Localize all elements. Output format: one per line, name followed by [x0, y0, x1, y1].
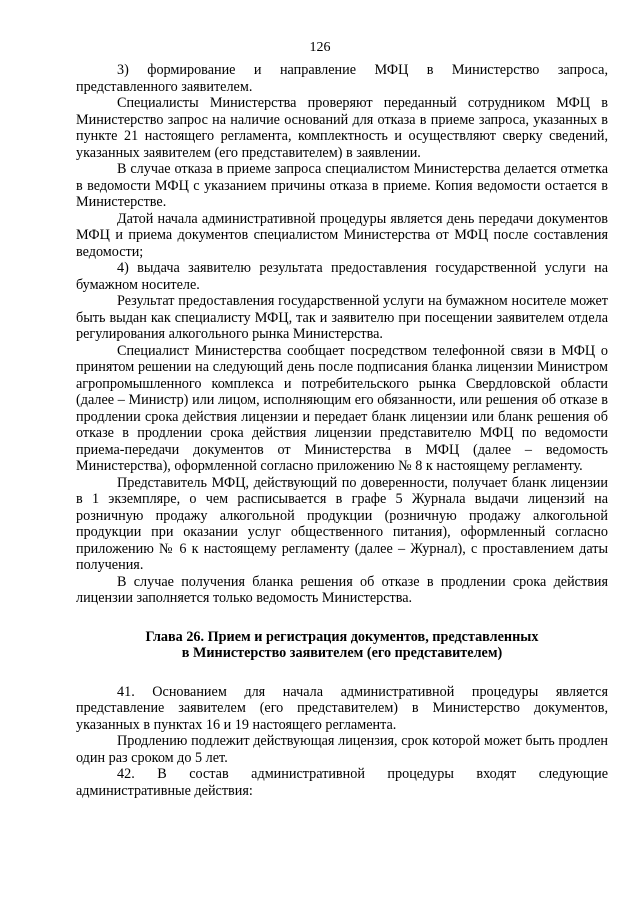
paragraph: 3) формирование и направление МФЦ в Министерство запроса, представленного заявителем.	[76, 62, 608, 95]
paragraph: Представитель МФЦ, действующий по доверенности, получает бланк лицензии в 1 экземпляре, о чем расписывается в графе 5 Журнала выдачи лицензий на розничную продажу алкогольной продукции (розничную продажу алкогольной продукции при оказании услуг общественного питания), оформленный согласно приложению № 6 к настоящему регламенту (далее – Журнал), с проставлением даты получения.	[76, 474, 608, 573]
paragraph: Результат предоставления государственной услуги на бумажном носителе может быть выдан как специалисту МФЦ, так и заявителю при посещении заявителем отдела регулирования алкогольного рынка Министерства.	[76, 293, 608, 342]
paragraph: 4) выдача заявителю результата предоставления государственной услуги на бумажном носителе.	[76, 260, 608, 293]
chapter-heading-line: в Министерство заявителем (его представителем)	[181, 645, 503, 661]
document-body	[76, 62, 608, 799]
paragraph: В случае отказа в приеме запроса специалистом Министерства делается отметка в ведомости МФЦ с указанием причины отказа в приеме. Копия ведомости остается в Министерстве.	[76, 161, 608, 210]
paragraph: В случае получения бланка решения об отказе в продлении срока действия лицензии заполняется только ведомость Министерства.	[76, 573, 608, 606]
paragraph: Датой начала административной процедуры является день передачи документов МФЦ и приема документов специалистом Министерства от МФЦ после составления ведомости;	[76, 210, 608, 260]
chapter-heading	[76, 629, 608, 662]
paragraph: 42. В состав административной процедуры входят следующие административные действия:	[76, 766, 608, 799]
paragraph: Специалист Министерства сообщает посредством телефонной связи в МФЦ о принятом решении на следующий день после подписания бланка лицензии Министром агропромышленного комплекса и потребительского рынка Свердловской области (далее – Министр) или лицом, исполняющим его обязанности, или решения об отказе в продлении срока действия лицензии и передает бланк лицензии или бланк решения об отказе в продлении срока действия лицензии представителю МФЦ по ведомости приема-передачи документов от Министерства в МФЦ (далее – ведомость Министерства), оформленной согласно приложению № 8 к настоящему регламенту.	[76, 342, 608, 474]
page-number: 126	[309, 40, 331, 55]
paragraph: 41. Основанием для начала административной процедуры является представление заявителем (его представителем) в Министерство документов, указанных в пунктах 16 и 19 настоящего регламента.	[76, 683, 608, 733]
paragraph: Специалисты Министерства проверяют переданный сотрудником МФЦ в Министерство запрос на наличие оснований для отказа в приеме запроса, указанных в пункте 21 настоящего регламента, комплектность и осуществляют сверку сведений, указанных заявителем (его представителем) в заявлении.	[76, 95, 608, 161]
paragraph: Продлению подлежит действующая лицензия, срок которой может быть продлен один раз сроком до 5 лет.	[76, 733, 608, 766]
chapter-heading-line: Глава 26. Прием и регистрация документов, представленных	[145, 628, 539, 645]
